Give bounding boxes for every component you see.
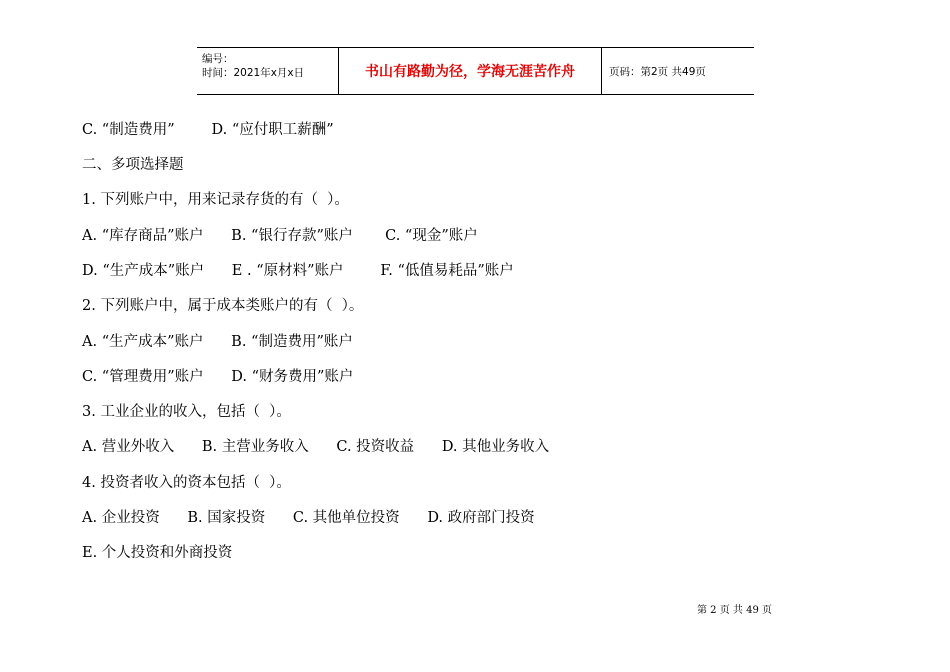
document-time-label: 时间：2021年x月x日 [202, 67, 305, 79]
option-line: A. 营业外收入 B. 主营业务收入 C. 投资收益 D. 其他业务收入 [82, 439, 550, 455]
page-footer: 第 2 页 共 49 页 [697, 605, 772, 616]
header-motto: 书山有路勤为径，学海无涯苦作舟 [365, 64, 575, 80]
question-line: 3. 工业企业的收入，包括（ ）。 [82, 404, 291, 420]
option-line: E. 个人投资和外商投资 [82, 545, 233, 561]
option-line: C. “管理费用”账户 D. “财务费用”账户 [82, 369, 354, 385]
page-header [197, 47, 754, 95]
header-divider [601, 48, 602, 94]
document-number-label: 编号： [202, 53, 234, 65]
question-line: 2. 下列账户中，属于成本类账户的有（ ）。 [82, 298, 364, 314]
header-meta [202, 52, 304, 80]
option-line: A. “库存商品”账户 B. “银行存款”账户 C. “现金”账户 [82, 228, 478, 244]
question-line: 4. 投资者收入的资本包括（ ）。 [82, 475, 291, 491]
question-line: 1. 下列账户中，用来记录存货的有（ ）。 [82, 192, 349, 208]
header-page-code: 页码：第2页 共49页 [609, 65, 706, 78]
option-line: C. “制造费用” D. “应付职工薪酬” [82, 122, 334, 138]
option-line: D. “生产成本”账户 E . “原材料”账户 F. “低值易耗品”账户 [82, 263, 514, 279]
option-line: A. “生产成本”账户 B. “制造费用”账户 [82, 334, 353, 350]
section-heading: 二、多项选择题 [82, 157, 184, 173]
option-line: A. 企业投资 B. 国家投资 C. 其他单位投资 D. 政府部门投资 [82, 510, 535, 526]
